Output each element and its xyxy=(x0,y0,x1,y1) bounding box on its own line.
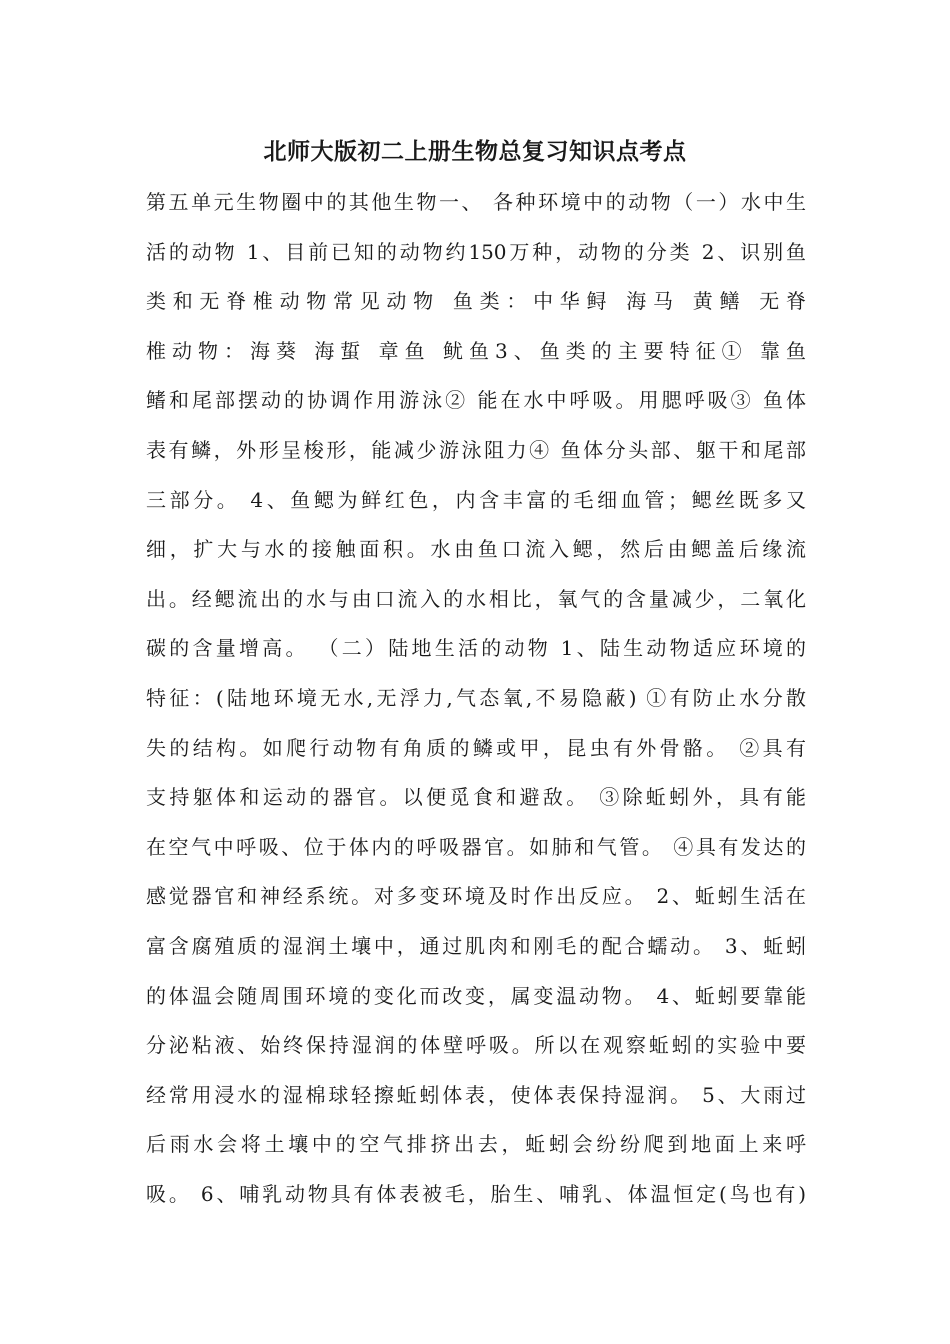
body-text-line: 后雨水会将土壤中的空气排挤出去，蚯蚓会纷纷爬到地面上来呼 xyxy=(146,1132,806,1157)
body-text-line: 类和无脊椎动物常见动物 鱼类：中华鲟 海马 黄鳝 无脊 xyxy=(146,289,806,314)
document-title: 北师大版初二上册生物总复习知识点考点 xyxy=(263,139,687,165)
body-text-line: 细，扩大与水的接触面积。水由鱼口流入鳃，然后由鳃盖后缘流 xyxy=(146,537,806,562)
body-text-line: 三部分。 4、鱼鳃为鲜红色，内含丰富的毛细血管；鳃丝既多又 xyxy=(146,487,806,512)
body-text-line: 的体温会随周围环境的变化而改变，属变温动物。 4、蚯蚓要靠能 xyxy=(146,983,806,1008)
body-text-line: 活的动物 1、目前已知的动物约150万种，动物的分类 2、识别鱼 xyxy=(146,239,806,264)
body-text-line: 吸。 6、哺乳动物具有体表被毛，胎生、哺乳、体温恒定(鸟也有) xyxy=(146,1181,806,1206)
body-text-line: 表有鳞，外形呈梭形，能减少游泳阻力④ 鱼体分头部、躯干和尾部 xyxy=(146,437,806,462)
body-text-line: 经常用浸水的湿棉球轻擦蚯蚓体表，使体表保持湿润。 5、大雨过 xyxy=(146,1082,806,1107)
body-text-line: 第五单元生物圈中的其他生物一、 各种环境中的动物（一）水中生 xyxy=(146,190,806,214)
body-text-line: 失的结构。如爬行动物有角质的鳞或甲，昆虫有外骨骼。 ②具有 xyxy=(146,735,806,760)
body-text-line: 鳍和尾部摆动的协调作用游泳② 能在水中呼吸。用腮呼吸③ 鱼体 xyxy=(146,388,806,413)
body-text-line: 感觉器官和神经系统。对多变环境及时作出反应。 2、蚯蚓生活在 xyxy=(146,884,806,909)
body-text-line: 特征：(陆地环境无水,无浮力,气态氧,不易隐蔽) ①有防止水分散 xyxy=(146,685,806,710)
body-text-line: 在空气中呼吸、位于体内的呼吸器官。如肺和气管。 ④具有发达的 xyxy=(146,834,806,859)
body-text-line: 支持躯体和运动的器官。以便觅食和避敌。 ③除蚯蚓外，具有能 xyxy=(146,785,806,810)
body-text-line: 碳的含量增高。 （二）陆地生活的动物 1、陆生动物适应环境的 xyxy=(146,636,806,661)
body-text-line: 出。经鳃流出的水与由口流入的水相比，氧气的含量减少，二氧化 xyxy=(146,586,806,611)
document-body xyxy=(146,178,806,1219)
body-text-line: 分泌粘液、始终保持湿润的体壁呼吸。所以在观察蚯蚓的实验中要 xyxy=(146,1033,806,1058)
body-text-line: 富含腐殖质的湿润土壤中，通过肌肉和刚毛的配合蠕动。 3、蚯蚓 xyxy=(146,933,806,958)
body-text-line: 椎动物：海葵 海蜇 章鱼 鱿鱼3、鱼类的主要特征① 靠鱼 xyxy=(146,338,806,363)
